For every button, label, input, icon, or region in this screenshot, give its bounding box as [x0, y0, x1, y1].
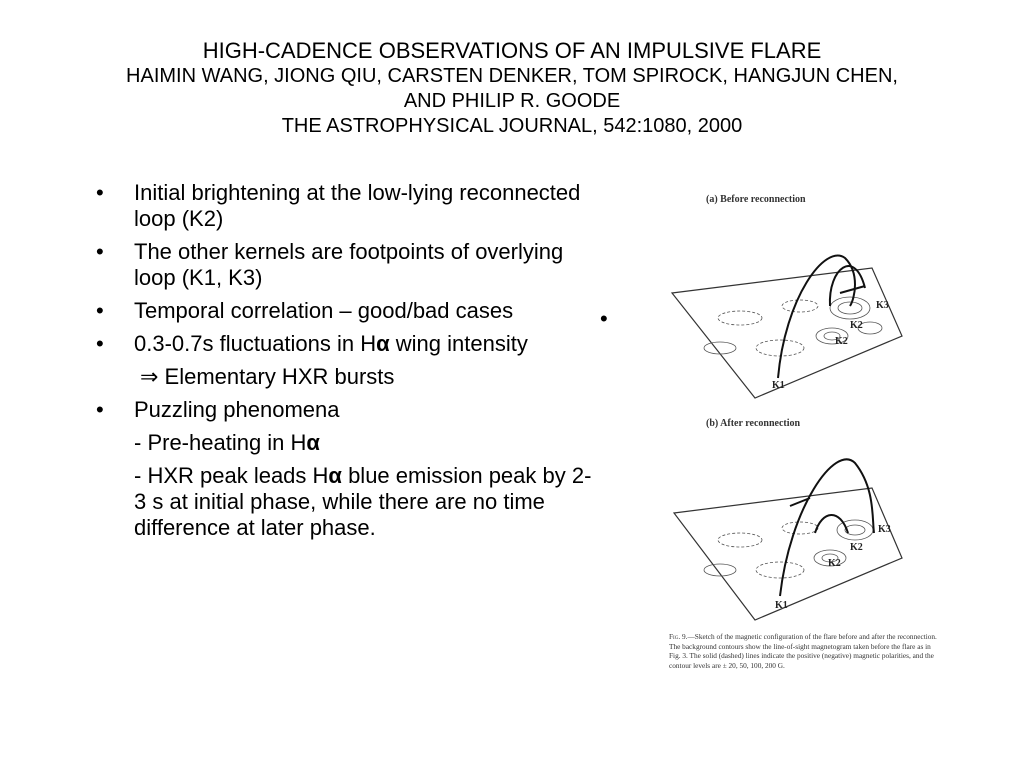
journal-citation: THE ASTROPHYSICAL JOURNAL, 542:1080, 2000 — [281, 115, 743, 137]
author-line-1: HAIMIN WANG, JIONG QIU, CARSTEN DENKER, TOM SPIROCK, HANGJUN CHEN, — [126, 65, 898, 87]
k1-label: K1 — [775, 600, 788, 611]
bullet-marker: • — [96, 397, 104, 422]
bullet-marker: • — [96, 298, 104, 323]
bullet-text — [134, 331, 528, 356]
author-line-2: AND PHILIP R. GOODE — [403, 90, 621, 112]
magnetic-configuration-figure — [660, 188, 950, 688]
k2-label: K2 — [850, 542, 863, 553]
panel-b-label: (b) After reconnection — [706, 418, 801, 429]
bullet-list — [96, 180, 596, 548]
alpha-symbol: α — [306, 430, 320, 455]
bullet-text-part: wing intensity — [389, 331, 528, 356]
panel-b-sketch — [674, 459, 902, 620]
k3-label: K3 — [876, 300, 889, 311]
alpha-symbol: α — [328, 463, 342, 488]
list-item — [96, 331, 596, 357]
bullet-marker: • — [96, 239, 104, 264]
panel-a-plane — [672, 268, 902, 398]
panel-a-label: (a) Before reconnection — [706, 194, 806, 205]
list-item — [96, 239, 596, 291]
caption-text: —Sketch of the magnetic configuration of the flare before and after the reconnection. The background contours show the line-of-sight magnetogram taken before the flare as in Fig. 3. The solid (dashed) lines indicate the positive (negative) magnetic polarities, and the contour levels are ± 20, 50, 100, 200 G. — [669, 632, 937, 670]
paper-title: HIGH-CADENCE OBSERVATIONS OF AN IMPULSIVE FLARE — [202, 38, 822, 63]
caption-label: Fig. 9. — [669, 632, 688, 641]
figure-caption — [669, 632, 944, 670]
sub-item: ⇒ Elementary HXR bursts — [140, 364, 395, 389]
list-item — [96, 298, 596, 324]
sub-text: - HXR peak leads H — [134, 463, 329, 488]
bullet-text: Initial brightening at the low-lying reconnected loop (K2) — [134, 180, 581, 231]
k1-label: K1 — [772, 380, 785, 391]
sub-text: blue emission peak by 2-3 s at initial phase, while there are no time difference at later phase. — [134, 463, 592, 540]
list-item — [96, 180, 596, 232]
sub-item — [96, 463, 596, 541]
k2-label: K2 — [828, 558, 841, 569]
panel-a-sketch — [672, 256, 902, 398]
bullet-text: Temporal correlation – good/bad cases — [134, 298, 514, 323]
sub-text: - Pre-heating in H — [134, 430, 307, 455]
bullet-text: Puzzling phenomena — [134, 397, 340, 422]
k3-label: K3 — [878, 524, 891, 535]
slide-title — [40, 38, 984, 139]
bullet-text-part: 0.3-0.7s fluctuations in H — [134, 331, 377, 356]
bullet-text: The other kernels are footpoints of overlying loop (K1, K3) — [134, 239, 564, 290]
k2-label: K2 — [850, 320, 863, 331]
alpha-symbol: α — [376, 331, 390, 356]
list-item — [96, 397, 596, 423]
bullet-marker: • — [96, 331, 104, 356]
bullet-marker: • — [96, 180, 104, 205]
k2-label: K2 — [835, 336, 848, 347]
empty-bullet: • — [600, 306, 608, 331]
sub-item — [96, 430, 596, 456]
